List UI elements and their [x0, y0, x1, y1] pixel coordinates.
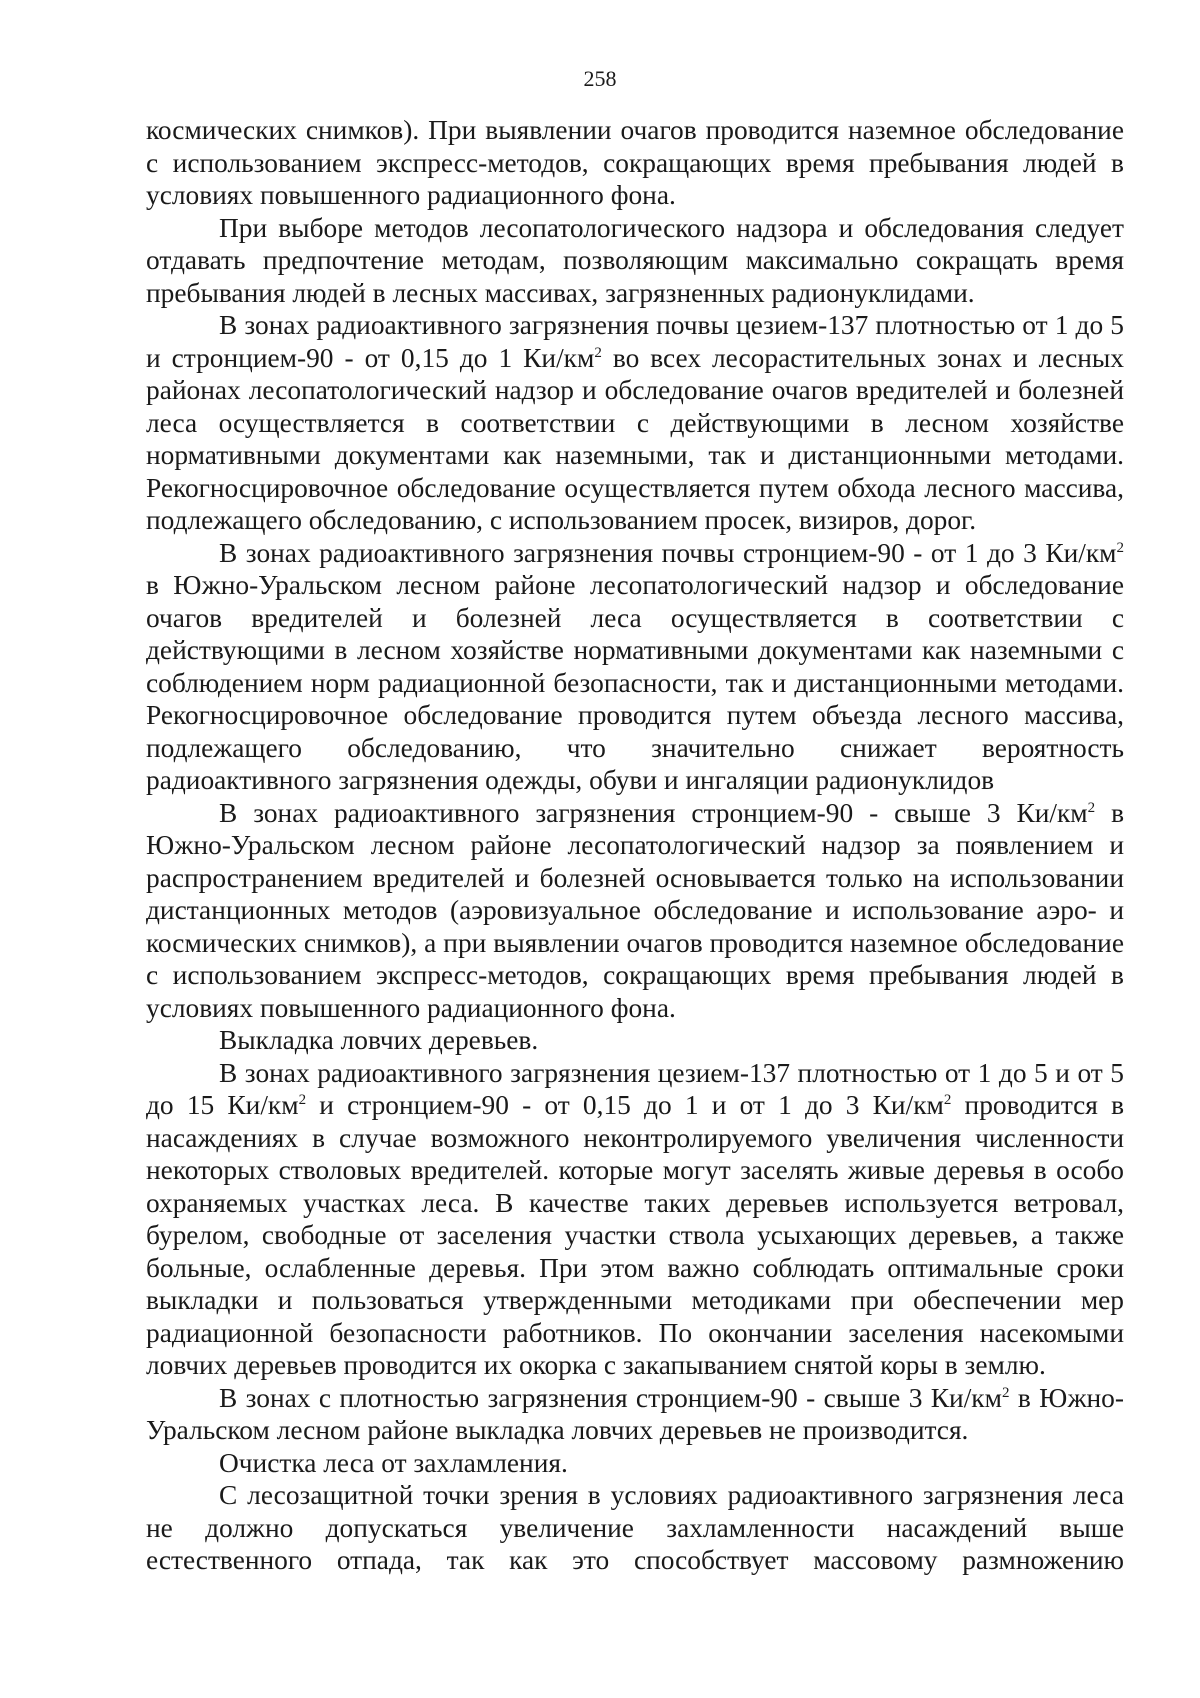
paragraph-7-text-c: проводится в насаждениях в случае возможного неконтролируемого увеличения численности некоторых стволовых вредителей. которые могут заселять живые деревья в особо охраняемых участках леса. В качестве таких деревьев используется ветровал, бурелом, свободные от заселения участки ствола усыхающих деревьев, а также больные, ослабленные деревья. При этом важно соблюдать оптимальные сроки выкладки и пользоваться утвержденными методиками при обеспечении мер радиационной безопасности работников. По окончании заселения насекомыми ловчих деревьев проводится их окорка с закапыванием снятой коры в землю. — [146, 1090, 1125, 1380]
section-heading-trap-trees: Выкладка ловчих деревьев. — [219, 1025, 539, 1055]
page-number: 258 — [583, 66, 617, 91]
paragraph-7 — [146, 1057, 1124, 1382]
paragraph-2: При выборе методов лесопатологического надзора и обследования следует отдавать предпочтение методам, позволяющим максимально сокращать время пребывания людей в лесных массивах, загрязненных радионуклидами. — [146, 212, 1124, 308]
paragraph-5-text-a: В зонах радиоактивного загрязнения стронцием-90 - свыше 3 Ки/км — [219, 797, 1088, 828]
superscript: 2 — [1001, 1384, 1010, 1401]
paragraph-5-text-b: в Южно-Уральском лесном районе лесопатологический надзор за появлением и распространением вредителей и болезней основывается только на использовании дистанционных методов (аэровизуальное обследование и использование аэро- и космических снимков), а при выявлении очагов проводится наземное обследование с использованием экспресс-методов, сокращающих время пребывания людей в условиях повышенного радиационного фона. — [146, 797, 1125, 1023]
superscript: 2 — [594, 344, 602, 361]
superscript: 2 — [1116, 539, 1124, 556]
paragraph-1: космических снимков). При выявлении очагов проводится наземное обследование с использованием экспресс-методов, сокращающих время пребывания людей в условиях повышенного радиационного фона. — [146, 115, 1124, 210]
superscript: 2 — [943, 1091, 952, 1108]
superscript: 2 — [298, 1091, 307, 1108]
paragraph-3-text-a: В зонах радиоактивного загрязнения почвы цезием-137 плотностью от 1 до 5 и стронцием-90 - от 0,15 до 1 Ки/км — [146, 310, 1124, 373]
superscript: 2 — [1087, 799, 1096, 816]
document-body — [146, 114, 1124, 1577]
paragraph-4 — [146, 537, 1124, 797]
paragraph-10: С лесозащитной точки зрения в условиях радиоактивного загрязнения леса не должно допускаться увеличение захламленности насаждений выше естественного отпада, так как это способствует массовому размножению — [146, 1480, 1124, 1575]
paragraph-7-text-a: В зонах радиоактивного загрязнения цезием-137 плотностью от 1 до 5 и от 5 до 15 Ки/км — [146, 1057, 1124, 1120]
paragraph-5 — [146, 797, 1124, 1025]
section-heading-forest-cleaning: Очистка леса от захламления. — [219, 1447, 568, 1478]
paragraph-3 — [146, 309, 1124, 537]
paragraph-7-text-b: и стронцием-90 - от 0,15 до 1 и от 1 до 3 Ки/км — [306, 1090, 944, 1120]
paragraph-3-text-b: во всех лесорастительных зонах и лесных районах лесопатологический надзор и обследование очагов вредителей и болезней леса осуществляется в соответствии с действующими в лесном хозяйстве нормативными документами как наземными, так и дистанционными методами. Рекогносцировочное обследование осуществляется путем обхода лесного массива, подлежащего обследованию, с использованием просек, визиров, дорог. — [146, 342, 1124, 535]
paragraph-8 — [146, 1382, 1124, 1447]
paragraph-8-text-a: В зонах с плотностью загрязнения стронцием-90 - свыше 3 Ки/км — [219, 1382, 1002, 1413]
paragraph-4-text-b: в Южно-Уральском лесном районе лесопатологический надзор и обследование очагов вредителей и болезней леса осуществляется в соответствии с действующими в лесном хозяйстве нормативными документами как наземными с соблюдением норм радиационной безопасности, так и дистанционными методами. Рекогносцировочное обследование проводится путем объезда лесного массива, подлежащего обследованию, что значительно снижает вероятность радиоактивного загрязнения одежды, обуви и ингаляции радионуклидов — [146, 570, 1124, 795]
paragraph-4-text-a: В зонах радиоактивного загрязнения почвы стронцием-90 - от 1 до 3 Ки/км — [219, 537, 1117, 568]
paragraph-8-text-b: в Южно-Уральском лесном районе выкладка ловчих деревьев не производится. — [146, 1382, 1125, 1445]
